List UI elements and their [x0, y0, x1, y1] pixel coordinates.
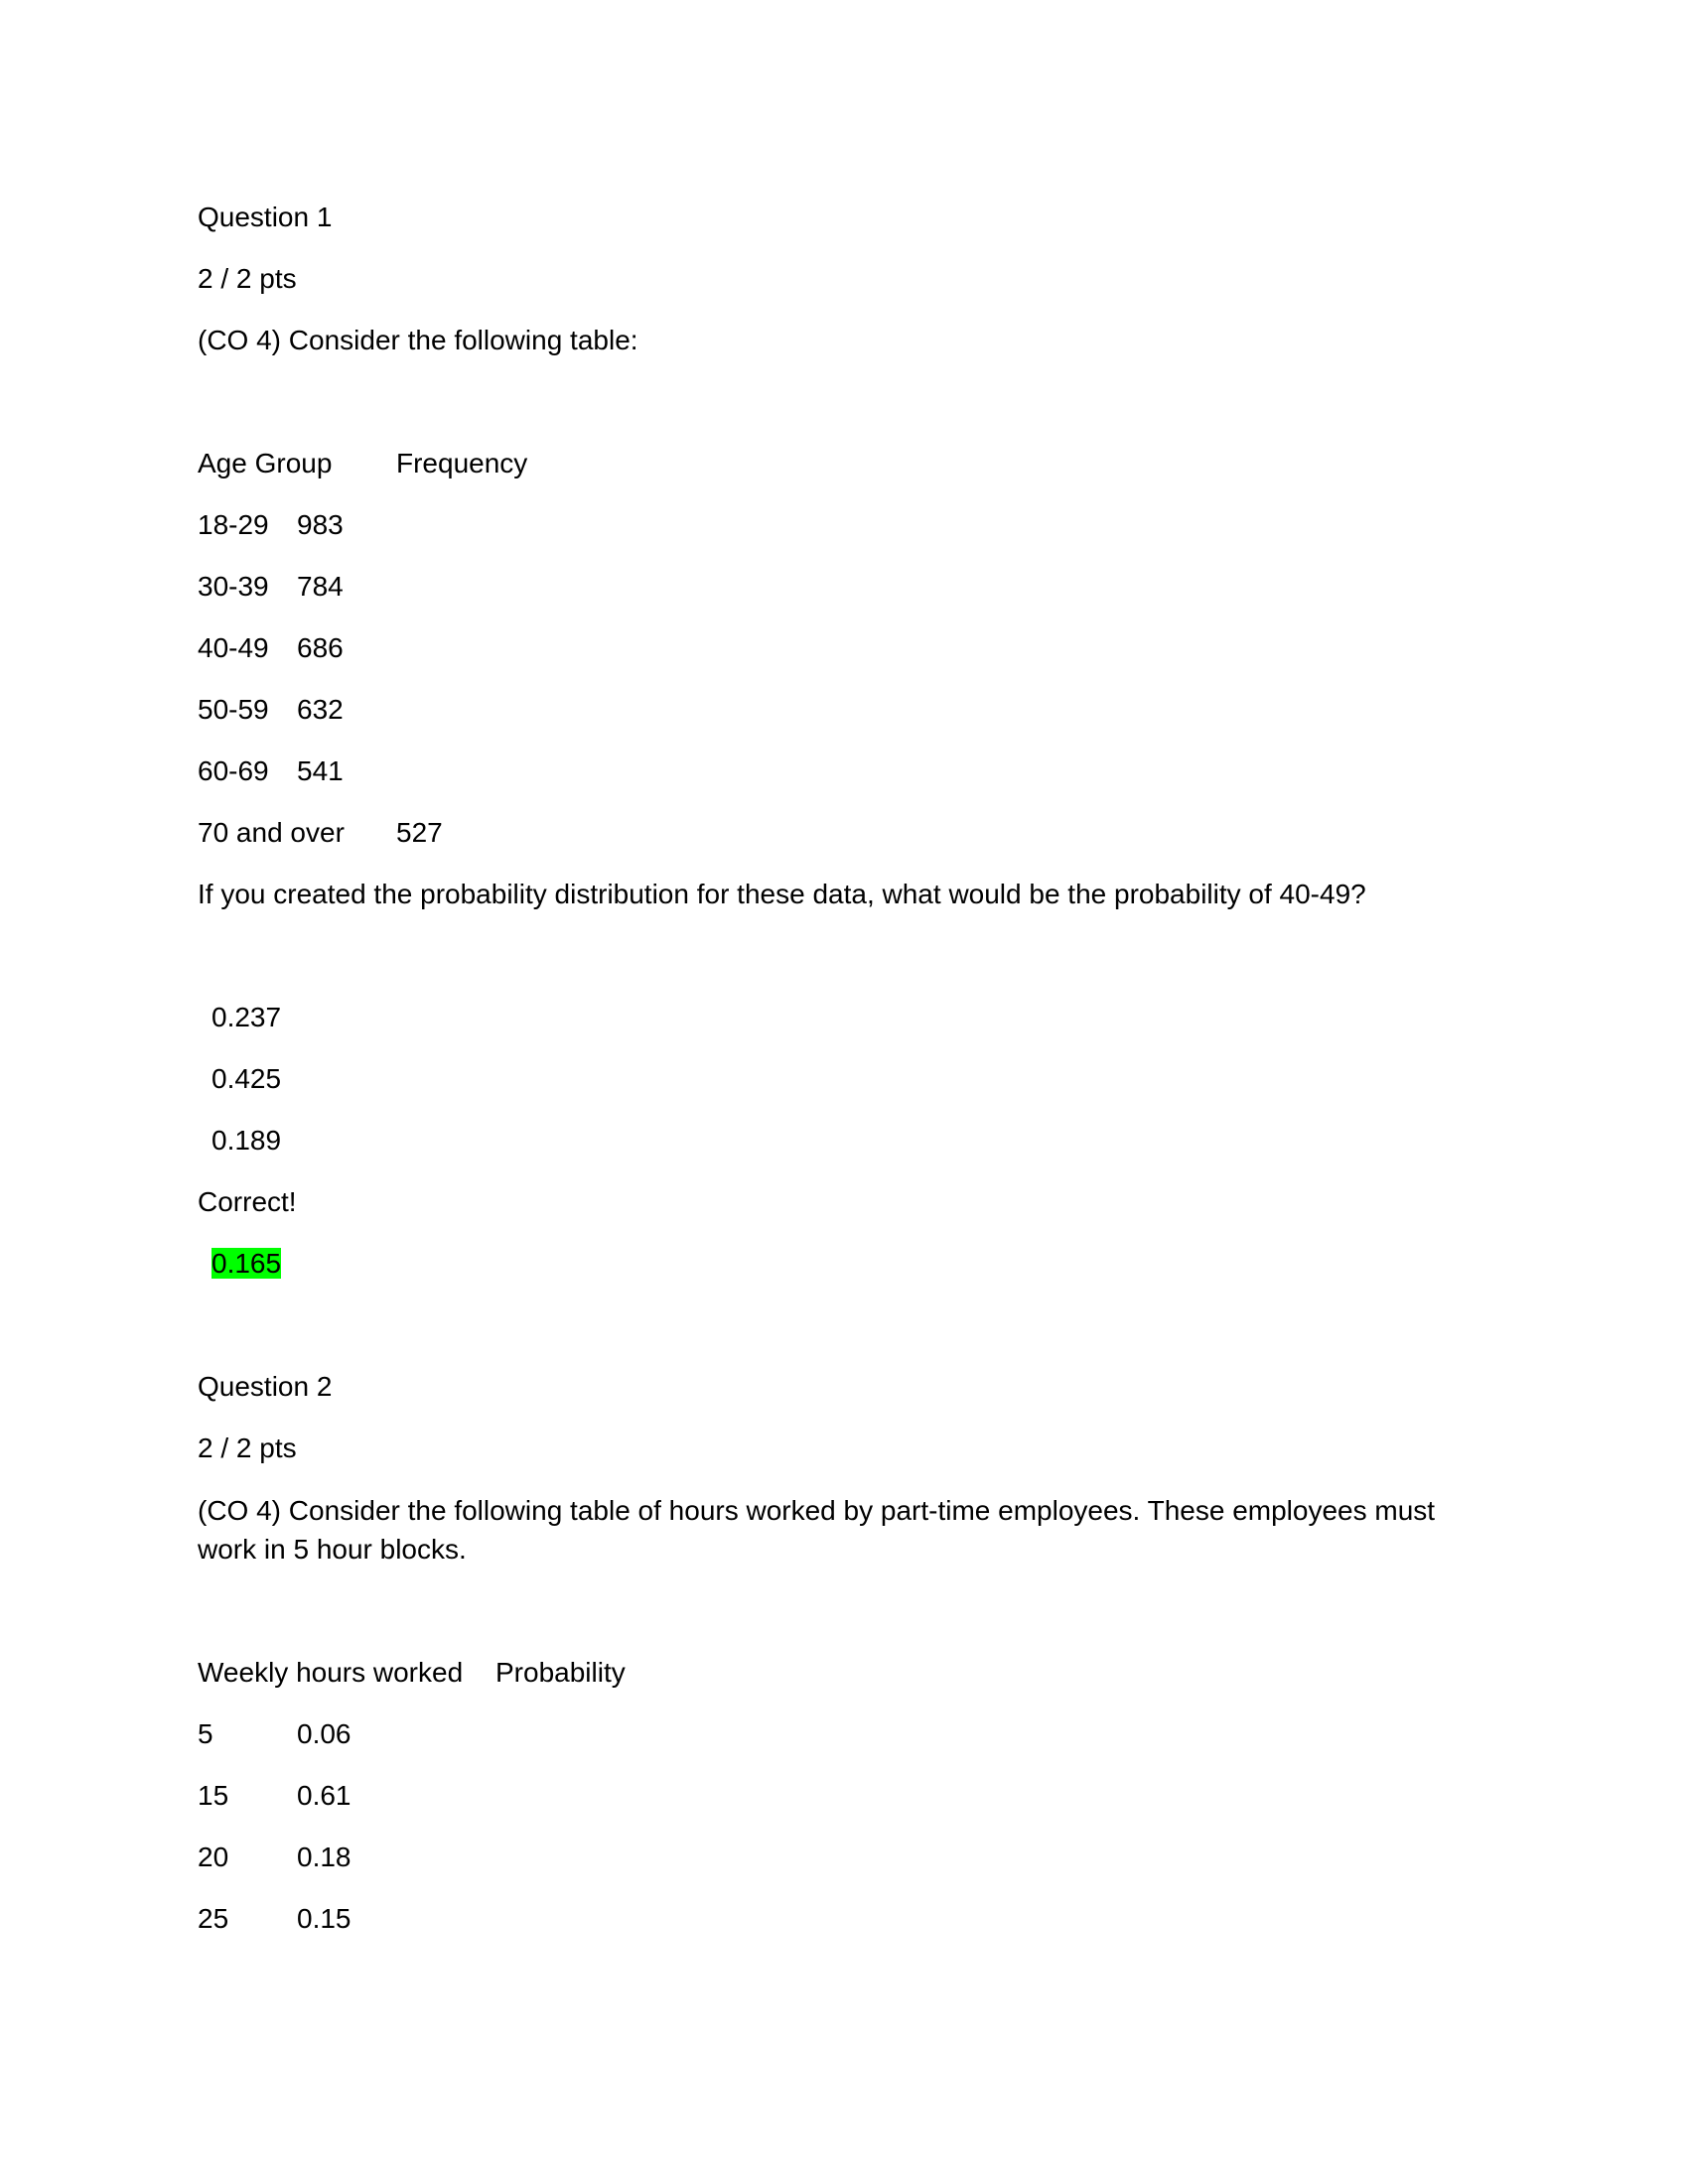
table-cell-probability: 0.18 [297, 1842, 352, 1872]
table-cell-frequency: 632 [297, 694, 344, 725]
question-2-title: Question 2 [198, 1371, 333, 1402]
table-header-weekly-hours: Weekly hours worked [198, 1657, 464, 1688]
table-cell-frequency: 686 [297, 632, 344, 663]
question-2-points: 2 / 2 pts [198, 1433, 297, 1463]
question-1-title: Question 1 [198, 202, 333, 232]
answer-option[interactable]: 0.425 [211, 1063, 282, 1094]
table-cell-age: 70 and over [198, 817, 345, 848]
question-1-prompt: (CO 4) Consider the following table: [198, 325, 638, 355]
answer-option[interactable]: 0.237 [211, 1002, 282, 1032]
table-cell-frequency: 527 [396, 817, 443, 848]
table-header-frequency: Frequency [396, 448, 528, 478]
table-cell-frequency: 784 [297, 571, 344, 602]
table-cell-probability: 0.61 [297, 1780, 352, 1811]
table-cell-age: 40-49 [198, 632, 269, 663]
correct-answer-option[interactable] [211, 1246, 281, 1282]
table-cell-hours: 25 [198, 1903, 229, 1934]
question-2-prompt: (CO 4) Consider the following table of hours worked by part-time employees. These employees must work in 5 hour blocks. [198, 1495, 1436, 1565]
table-cell-hours: 15 [198, 1780, 229, 1811]
table-cell-hours: 5 [198, 1718, 213, 1749]
table-header-probability: Probability [495, 1657, 626, 1688]
table-cell-age: 60-69 [198, 755, 269, 786]
table-cell-frequency: 983 [297, 509, 344, 540]
table-cell-age: 18-29 [198, 509, 269, 540]
answer-option[interactable]: 0.189 [211, 1125, 282, 1156]
table-cell-probability: 0.15 [297, 1903, 352, 1934]
table-cell-age: 50-59 [198, 694, 269, 725]
table-cell-age: 30-39 [198, 571, 269, 602]
table-cell-frequency: 541 [297, 755, 344, 786]
question-1-points: 2 / 2 pts [198, 263, 297, 294]
table-cell-hours: 20 [198, 1842, 229, 1872]
table-cell-probability: 0.06 [297, 1718, 352, 1749]
table-header-age-group: Age Group [198, 448, 333, 478]
correct-answer-highlight: 0.165 [211, 1248, 282, 1279]
question-1-text: If you created the probability distribution for these data, what would be the probability of 40-49? [198, 879, 1366, 909]
correct-label: Correct! [198, 1186, 297, 1217]
